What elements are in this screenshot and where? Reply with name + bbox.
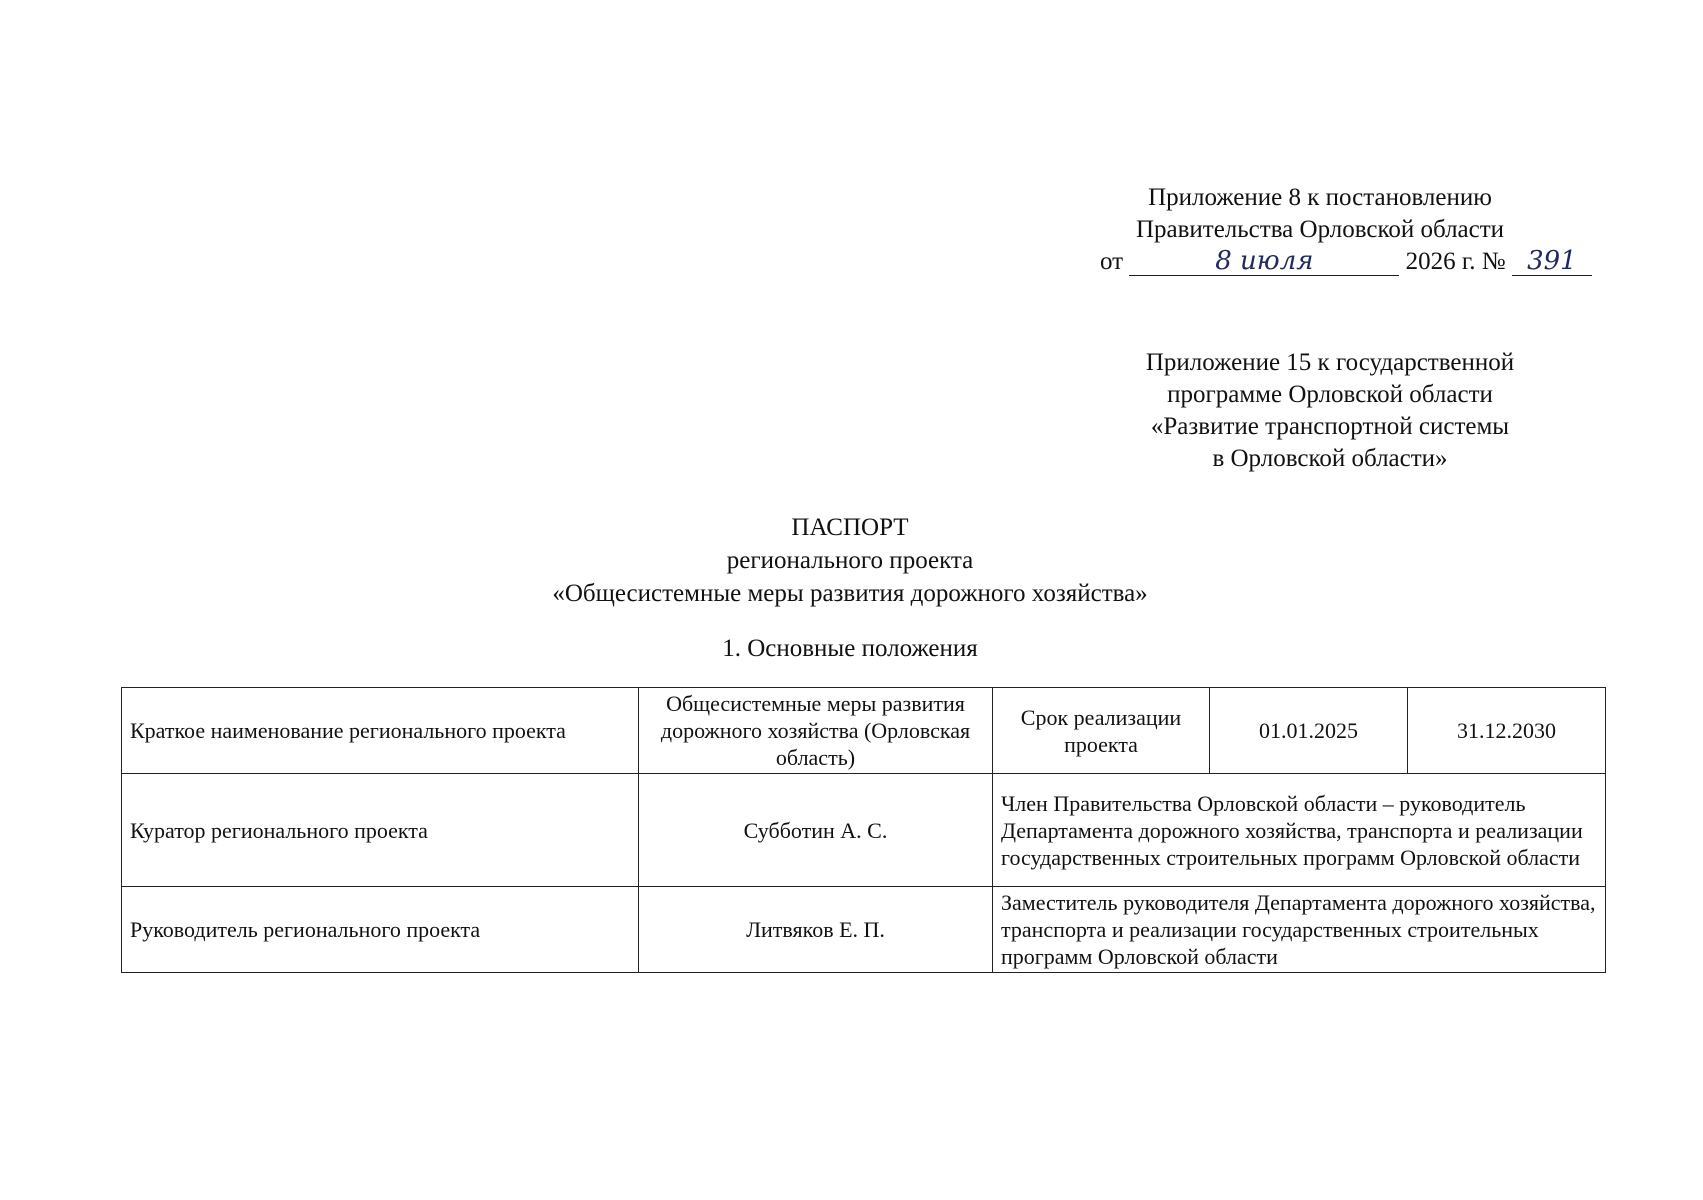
passport-title-block — [300, 511, 1400, 610]
annex-program-line4: в Орловской области» — [1212, 445, 1448, 472]
annex-program-block — [1110, 347, 1550, 475]
cell-head-person: Литвяков Е. П. — [639, 887, 993, 973]
main-positions-table — [121, 687, 1606, 973]
from-label: от — [1100, 248, 1124, 275]
annex-program-line1: Приложение 15 к государственной — [1145, 349, 1515, 376]
annex-order-date-line — [1100, 246, 1577, 278]
cell-head-position: Заместитель руководителя Департамента дорожного хозяйства, транспорта и реализации государственных строительных программ Орловской области — [993, 887, 1606, 973]
annex-program-line3: «Развитие транспортной системы — [1150, 413, 1510, 440]
passport-subtitle: регионального проекта — [726, 547, 974, 574]
cell-curator-person: Субботин А. С. — [639, 774, 993, 887]
annex-order-block — [1100, 182, 1577, 278]
cell-project-name: Общесистемные меры развития дорожного хозяйства (Орловская область) — [639, 688, 993, 774]
annex-program-line2: программе Орловской области — [1167, 381, 1493, 408]
section-title: 1. Основные положения — [722, 635, 978, 662]
passport-project-name: «Общесистемные меры развития дорожного хозяйства» — [552, 580, 1148, 607]
cell-curator-label: Куратор регионального проекта — [122, 774, 639, 887]
cell-term-label: Срок реализации проекта — [993, 688, 1210, 774]
passport-title: ПАСПОРТ — [791, 514, 909, 541]
cell-start-date: 01.01.2025 — [1210, 688, 1408, 774]
cell-curator-position: Член Правительства Орловской области – руководитель Департамента дорожного хозяйства, транспорта и реализации государственных строительных программ Орловской области — [993, 774, 1606, 887]
cell-short-name-label: Краткое наименование регионального проекта — [122, 688, 639, 774]
table-row-head — [122, 887, 1606, 973]
year-number-label: 2026 г. № — [1405, 248, 1506, 275]
table-row-short-name — [122, 688, 1606, 774]
annex-order-line2: Правительства Орловской области — [1135, 216, 1505, 243]
table-row-curator — [122, 774, 1606, 887]
cell-head-label: Руководитель регионального проекта — [122, 887, 639, 973]
handwritten-number: 391 — [1512, 247, 1592, 276]
annex-order-line1: Приложение 8 к постановлению — [1148, 184, 1492, 211]
handwritten-date: 8 июля — [1129, 247, 1399, 276]
cell-end-date: 31.12.2030 — [1408, 688, 1606, 774]
